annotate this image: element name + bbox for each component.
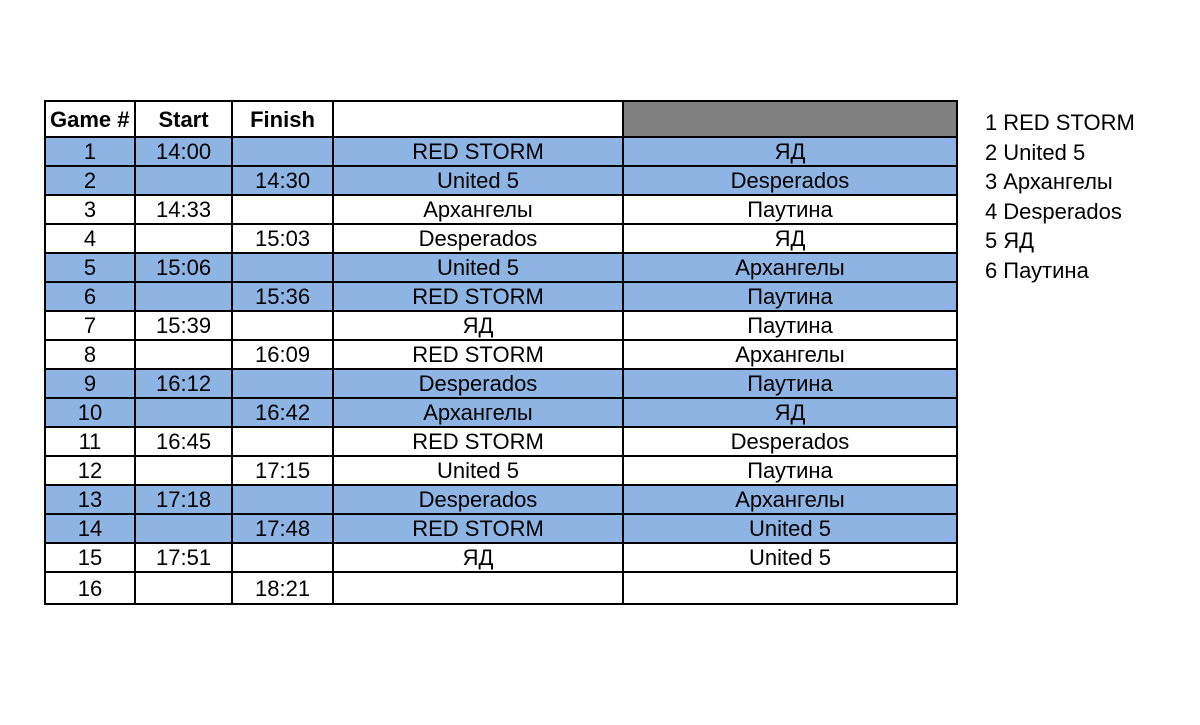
- game-number-cell: 12: [45, 456, 135, 485]
- team2-cell: ЯД: [623, 398, 957, 427]
- game-number-cell: 13: [45, 485, 135, 514]
- finish-time-cell: [232, 311, 333, 340]
- team1-cell: RED STORM: [333, 514, 623, 543]
- game-number-cell: 5: [45, 253, 135, 282]
- team1-cell: Desperados: [333, 369, 623, 398]
- game-number-cell: 11: [45, 427, 135, 456]
- legend-team-name: RED STORM: [1003, 110, 1135, 135]
- team1-cell: RED STORM: [333, 282, 623, 311]
- team1-cell: Desperados: [333, 224, 623, 253]
- finish-time-cell: [232, 485, 333, 514]
- legend-team-name: ЯД: [1003, 228, 1035, 253]
- table-row: [45, 253, 957, 282]
- start-time-cell: [135, 282, 232, 311]
- legend-item: [985, 108, 1135, 138]
- table-row: [45, 485, 957, 514]
- header-start: Start: [135, 101, 232, 137]
- start-time-cell: [135, 224, 232, 253]
- game-number-cell: 1: [45, 137, 135, 166]
- finish-time-cell: [232, 253, 333, 282]
- table-row: [45, 195, 957, 224]
- team-legend: [985, 108, 1135, 285]
- team2-cell: Паутина: [623, 195, 957, 224]
- game-number-cell: 4: [45, 224, 135, 253]
- team1-cell: Desperados: [333, 485, 623, 514]
- start-time-cell: 14:00: [135, 137, 232, 166]
- team1-cell: United 5: [333, 456, 623, 485]
- team2-cell: Паутина: [623, 456, 957, 485]
- team1-cell: RED STORM: [333, 340, 623, 369]
- team1-cell: Архангелы: [333, 195, 623, 224]
- start-time-cell: [135, 514, 232, 543]
- game-number-cell: 14: [45, 514, 135, 543]
- table-row: [45, 543, 957, 572]
- finish-time-cell: [232, 195, 333, 224]
- legend-item: [985, 197, 1135, 227]
- table-row: [45, 369, 957, 398]
- game-number-cell: 6: [45, 282, 135, 311]
- legend-number: 3: [985, 169, 998, 194]
- start-time-cell: [135, 340, 232, 369]
- finish-time-cell: 17:15: [232, 456, 333, 485]
- start-time-cell: [135, 398, 232, 427]
- finish-time-cell: 18:21: [232, 572, 333, 604]
- legend-team-name: United 5: [1003, 139, 1086, 165]
- team2-cell: Паутина: [623, 369, 957, 398]
- schedule-body: [45, 137, 957, 604]
- team2-cell: ЯД: [623, 137, 957, 166]
- table-row: [45, 137, 957, 166]
- game-number-cell: 3: [45, 195, 135, 224]
- header-row: [45, 101, 957, 137]
- legend-item: [985, 226, 1135, 256]
- legend-team-name: Паутина: [1003, 257, 1089, 283]
- start-time-cell: 16:45: [135, 427, 232, 456]
- legend-team-name: Архангелы: [1003, 169, 1113, 194]
- finish-time-cell: 14:30: [232, 166, 333, 195]
- team1-cell: United 5: [333, 253, 623, 282]
- game-number-cell: 7: [45, 311, 135, 340]
- team1-cell: United 5: [333, 166, 623, 195]
- team2-cell: Desperados: [623, 427, 957, 456]
- legend-item: [985, 256, 1135, 286]
- table-row: [45, 340, 957, 369]
- game-number-cell: 9: [45, 369, 135, 398]
- table-row: [45, 456, 957, 485]
- team2-cell: United 5: [623, 543, 957, 572]
- game-number-cell: 2: [45, 166, 135, 195]
- game-number-cell: 16: [45, 572, 135, 604]
- schedule-table: [44, 100, 958, 605]
- table-row: [45, 282, 957, 311]
- finish-time-cell: 16:42: [232, 398, 333, 427]
- team2-cell: United 5: [623, 514, 957, 543]
- start-time-cell: 15:06: [135, 253, 232, 282]
- table-row: [45, 572, 957, 604]
- finish-time-cell: 15:36: [232, 282, 333, 311]
- legend-number: 4: [985, 198, 998, 224]
- team1-cell: Архангелы: [333, 398, 623, 427]
- legend-number: 5: [985, 228, 998, 253]
- team2-cell: Архангелы: [623, 340, 957, 369]
- start-time-cell: 14:33: [135, 195, 232, 224]
- header-team2: [623, 101, 957, 137]
- finish-time-cell: [232, 427, 333, 456]
- start-time-cell: 15:39: [135, 311, 232, 340]
- finish-time-cell: [232, 543, 333, 572]
- team1-cell: [333, 572, 623, 604]
- finish-time-cell: 17:48: [232, 514, 333, 543]
- team1-cell: RED STORM: [333, 427, 623, 456]
- table-row: [45, 311, 957, 340]
- team2-cell: Паутина: [623, 311, 957, 340]
- legend-number: 2: [985, 139, 998, 165]
- team2-cell: Desperados: [623, 166, 957, 195]
- header-team1: [333, 101, 623, 137]
- legend-number: 6: [985, 257, 998, 283]
- table-row: [45, 427, 957, 456]
- finish-time-cell: [232, 137, 333, 166]
- header-finish: Finish: [232, 101, 333, 137]
- team1-cell: RED STORM: [333, 137, 623, 166]
- table-row: [45, 224, 957, 253]
- finish-time-cell: 16:09: [232, 340, 333, 369]
- team2-cell: Паутина: [623, 282, 957, 311]
- legend-item: [985, 167, 1135, 197]
- game-number-cell: 15: [45, 543, 135, 572]
- table-row: [45, 398, 957, 427]
- start-time-cell: 17:51: [135, 543, 232, 572]
- header-game: Game #: [45, 101, 135, 137]
- start-time-cell: [135, 456, 232, 485]
- team2-cell: Архангелы: [623, 485, 957, 514]
- team2-cell: ЯД: [623, 224, 957, 253]
- team1-cell: ЯД: [333, 311, 623, 340]
- legend-item: [985, 138, 1135, 168]
- game-number-cell: 8: [45, 340, 135, 369]
- table-row: [45, 514, 957, 543]
- start-time-cell: 16:12: [135, 369, 232, 398]
- team2-cell: Архангелы: [623, 253, 957, 282]
- start-time-cell: [135, 572, 232, 604]
- start-time-cell: [135, 166, 232, 195]
- finish-time-cell: 15:03: [232, 224, 333, 253]
- team1-cell: ЯД: [333, 543, 623, 572]
- legend-team-name: Desperados: [1003, 198, 1122, 224]
- table-row: [45, 166, 957, 195]
- team2-cell: [623, 572, 957, 604]
- start-time-cell: 17:18: [135, 485, 232, 514]
- finish-time-cell: [232, 369, 333, 398]
- legend-number: 1: [985, 110, 998, 135]
- game-number-cell: 10: [45, 398, 135, 427]
